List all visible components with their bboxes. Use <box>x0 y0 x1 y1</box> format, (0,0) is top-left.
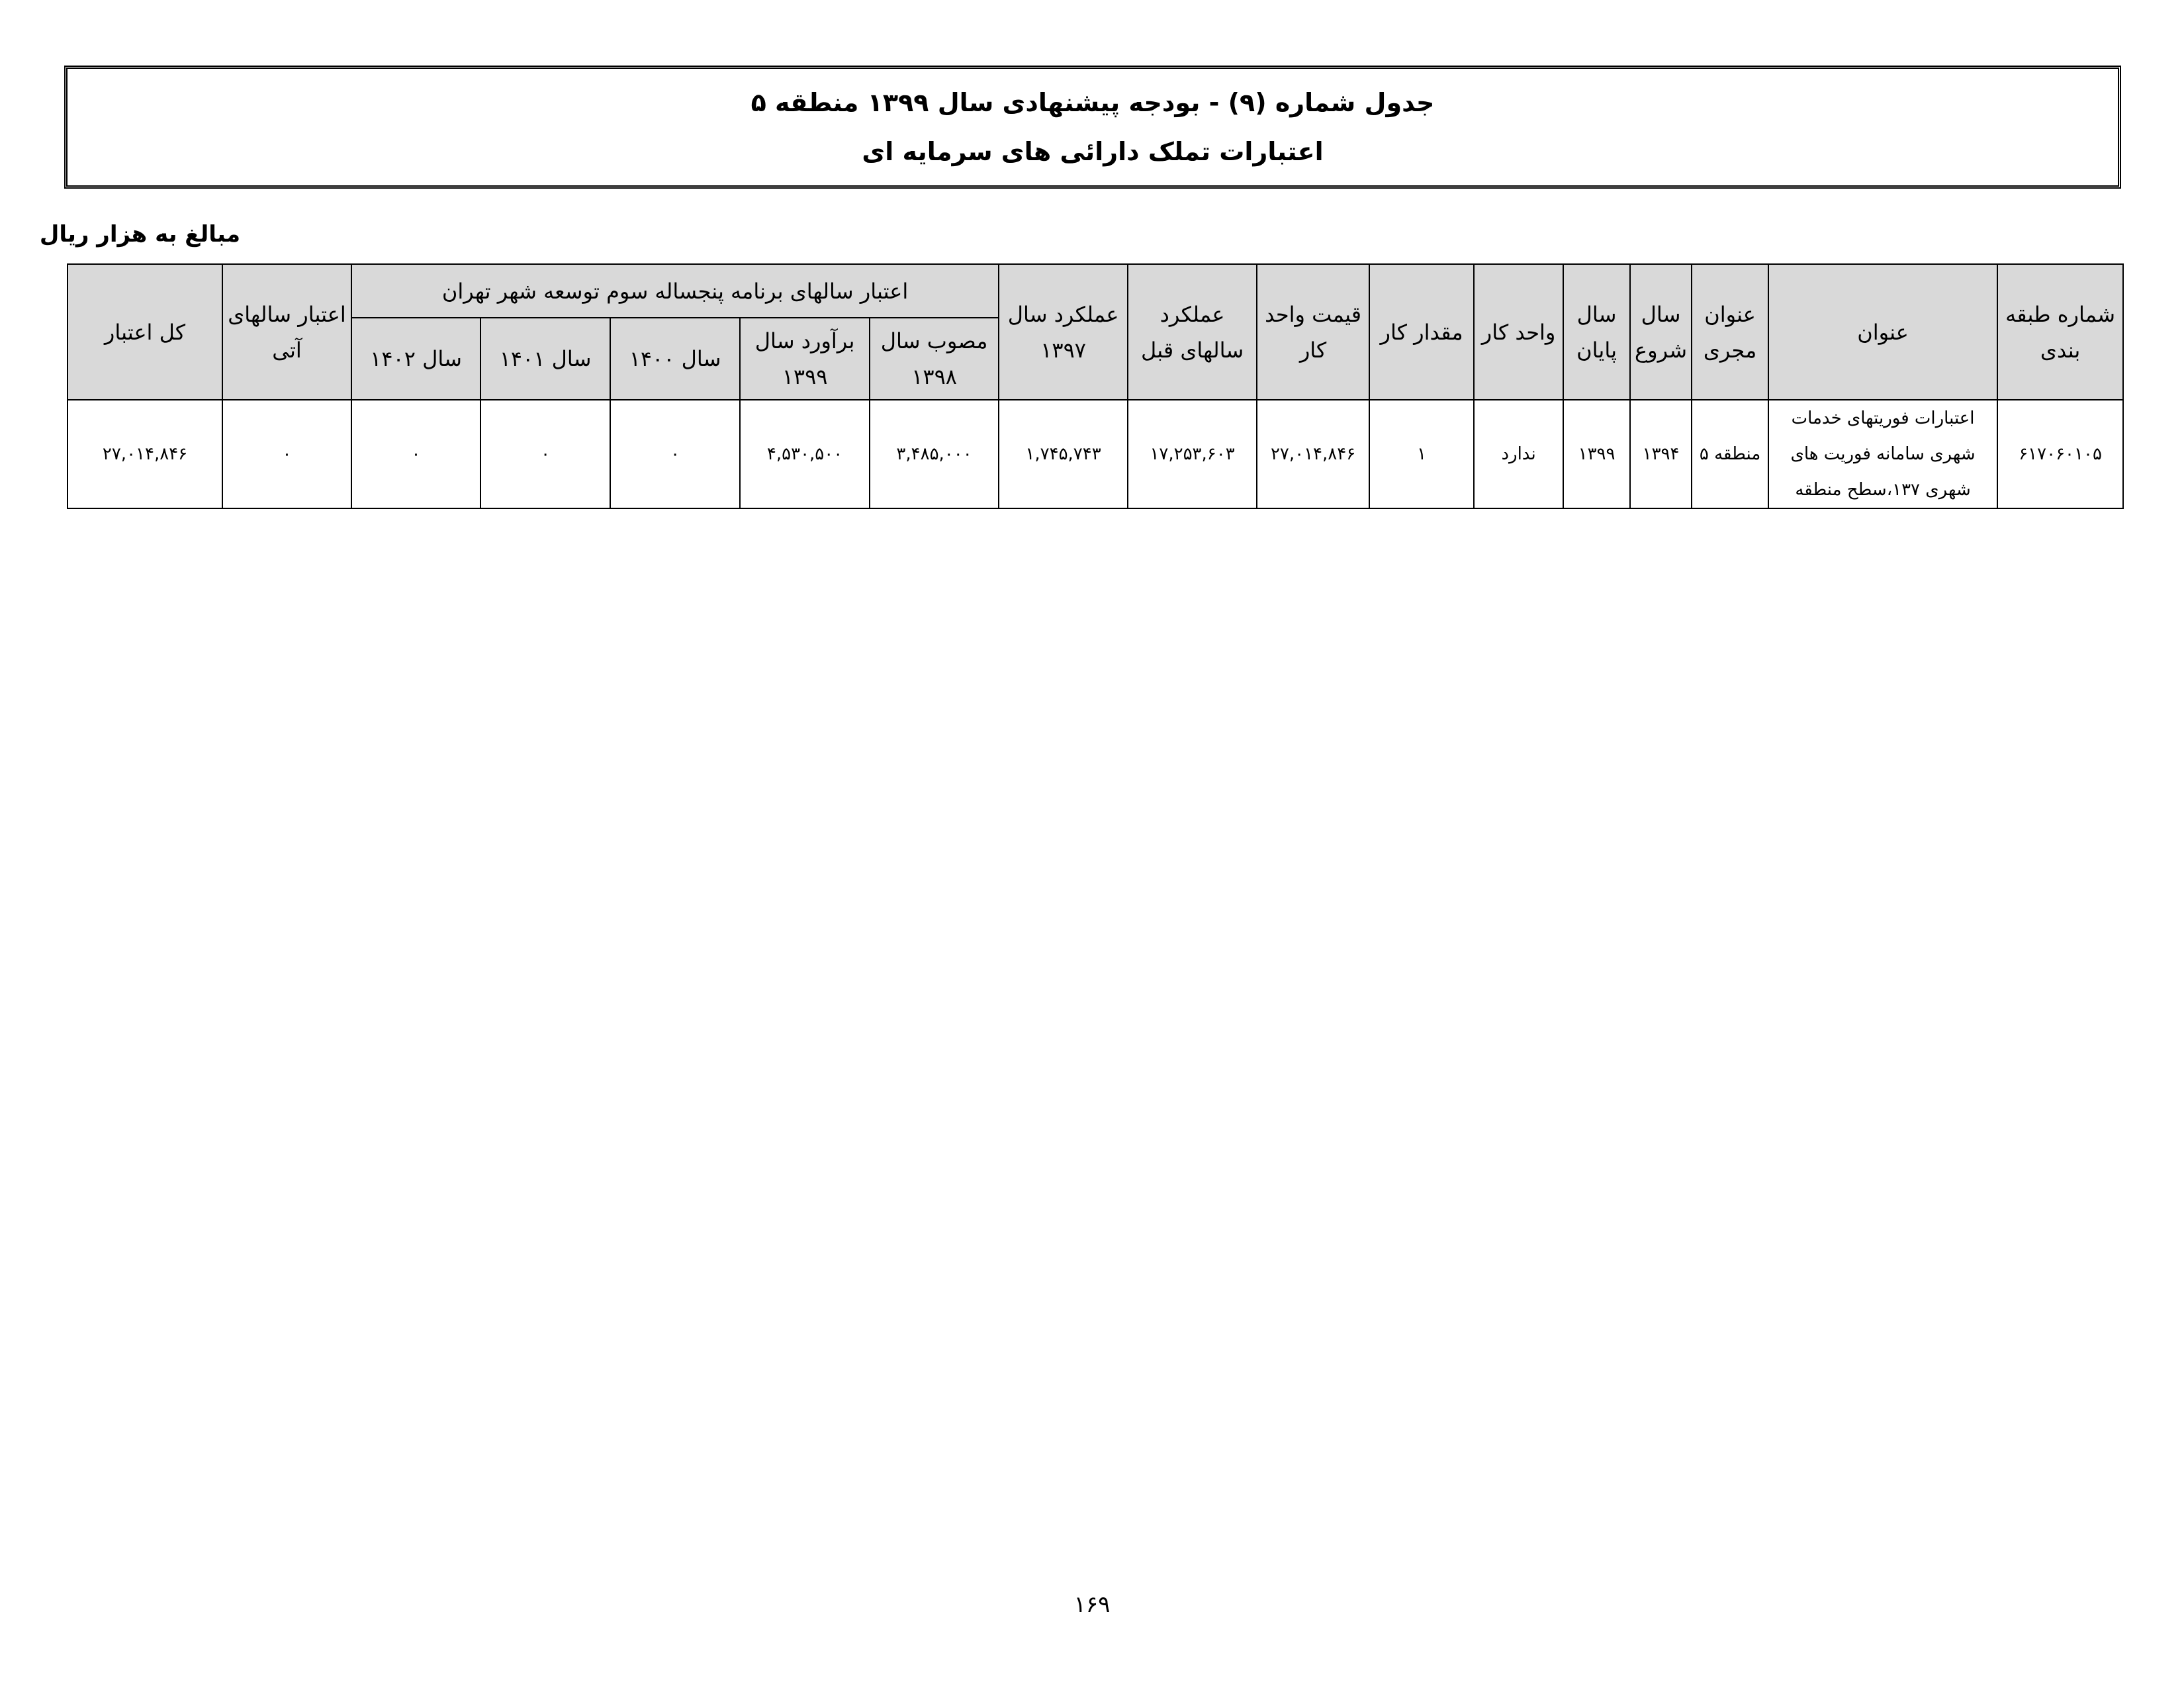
cell-end-year: ۱۳۹۹ <box>1563 400 1630 508</box>
column-header-work-amount: مقدار کار <box>1369 264 1474 400</box>
cell-year-1400: ۰ <box>610 400 740 508</box>
cell-previous-years-performance: ۱۷,۲۵۳,۶۰۳ <box>1128 400 1257 508</box>
cell-work-unit: ندارد <box>1474 400 1563 508</box>
column-header-title: عنوان <box>1768 264 1997 400</box>
column-header-start-year: سال شروع <box>1630 264 1692 400</box>
column-header-year-1402: سال ۱۴۰۲ <box>351 318 480 400</box>
cell-unit-price: ۲۷,۰۱۴,۸۴۶ <box>1257 400 1369 508</box>
cell-performance-1397: ۱,۷۴۵,۷۴۳ <box>999 400 1128 508</box>
cell-title: اعتبارات فوریتهای خدمات شهری سامانه فوریت های شهری ۱۳۷،سطح منطقه <box>1768 400 1997 508</box>
cell-start-year: ۱۳۹۴ <box>1630 400 1692 508</box>
column-header-year-1401: سال ۱۴۰۱ <box>480 318 610 400</box>
column-header-unit-price: قیمت واحد کار <box>1257 264 1369 400</box>
column-header-end-year: سال پایان <box>1563 264 1630 400</box>
table-header-row <box>68 264 2123 318</box>
cell-total-credit: ۲۷,۰۱۴,۸۴۶ <box>68 400 222 508</box>
cell-year-1401: ۰ <box>480 400 610 508</box>
column-header-work-unit: واحد کار <box>1474 264 1563 400</box>
column-header-previous-years-performance: عملکرد سالهای قبل <box>1128 264 1257 400</box>
currency-unit-note: مبالغ به هزار ریال <box>39 221 240 248</box>
column-header-performance-1397: عملکرد سال ۱۳۹۷ <box>999 264 1128 400</box>
column-group-header-five-year-program: اعتبار سالهای برنامه پنجساله سوم توسعه شهر تهران <box>351 264 999 318</box>
column-header-estimate-1399: برآورد سال ۱۳۹۹ <box>740 318 870 400</box>
cell-work-amount: ۱ <box>1369 400 1474 508</box>
cell-year-1402: ۰ <box>351 400 480 508</box>
capital-assets-budget-table <box>67 263 2124 509</box>
page-number: ۱۶۹ <box>1073 1591 1111 1618</box>
cell-executor: منطقه ۵ <box>1692 400 1768 508</box>
table-row <box>68 400 2123 508</box>
column-header-year-1400: سال ۱۴۰۰ <box>610 318 740 400</box>
column-header-approved-1398: مصوب سال ۱۳۹۸ <box>870 318 999 400</box>
cell-estimate-1399: ۴,۵۳۰,۵۰۰ <box>740 400 870 508</box>
cell-classification-no: ۶۱۷۰۶۰۱۰۵ <box>1997 400 2123 508</box>
column-header-total-credit: کل اعتبار <box>68 264 222 400</box>
table-subtitle: اعتبارات تملک دارائی های سرمایه ای <box>862 137 1324 166</box>
column-header-executor: عنوان مجری <box>1692 264 1768 400</box>
cell-future-years: ۰ <box>222 400 351 508</box>
column-header-classification-no: شماره طبقه بندی <box>1997 264 2123 400</box>
table-title: جدول شماره (۹) - بودجه پیشنهادی سال ۱۳۹۹ منطقه ۵ <box>751 88 1435 117</box>
cell-approved-1398: ۳,۴۸۵,۰۰۰ <box>870 400 999 508</box>
table-title-box <box>64 66 2121 189</box>
column-header-future-years: اعتبار سالهای آتی <box>222 264 351 400</box>
